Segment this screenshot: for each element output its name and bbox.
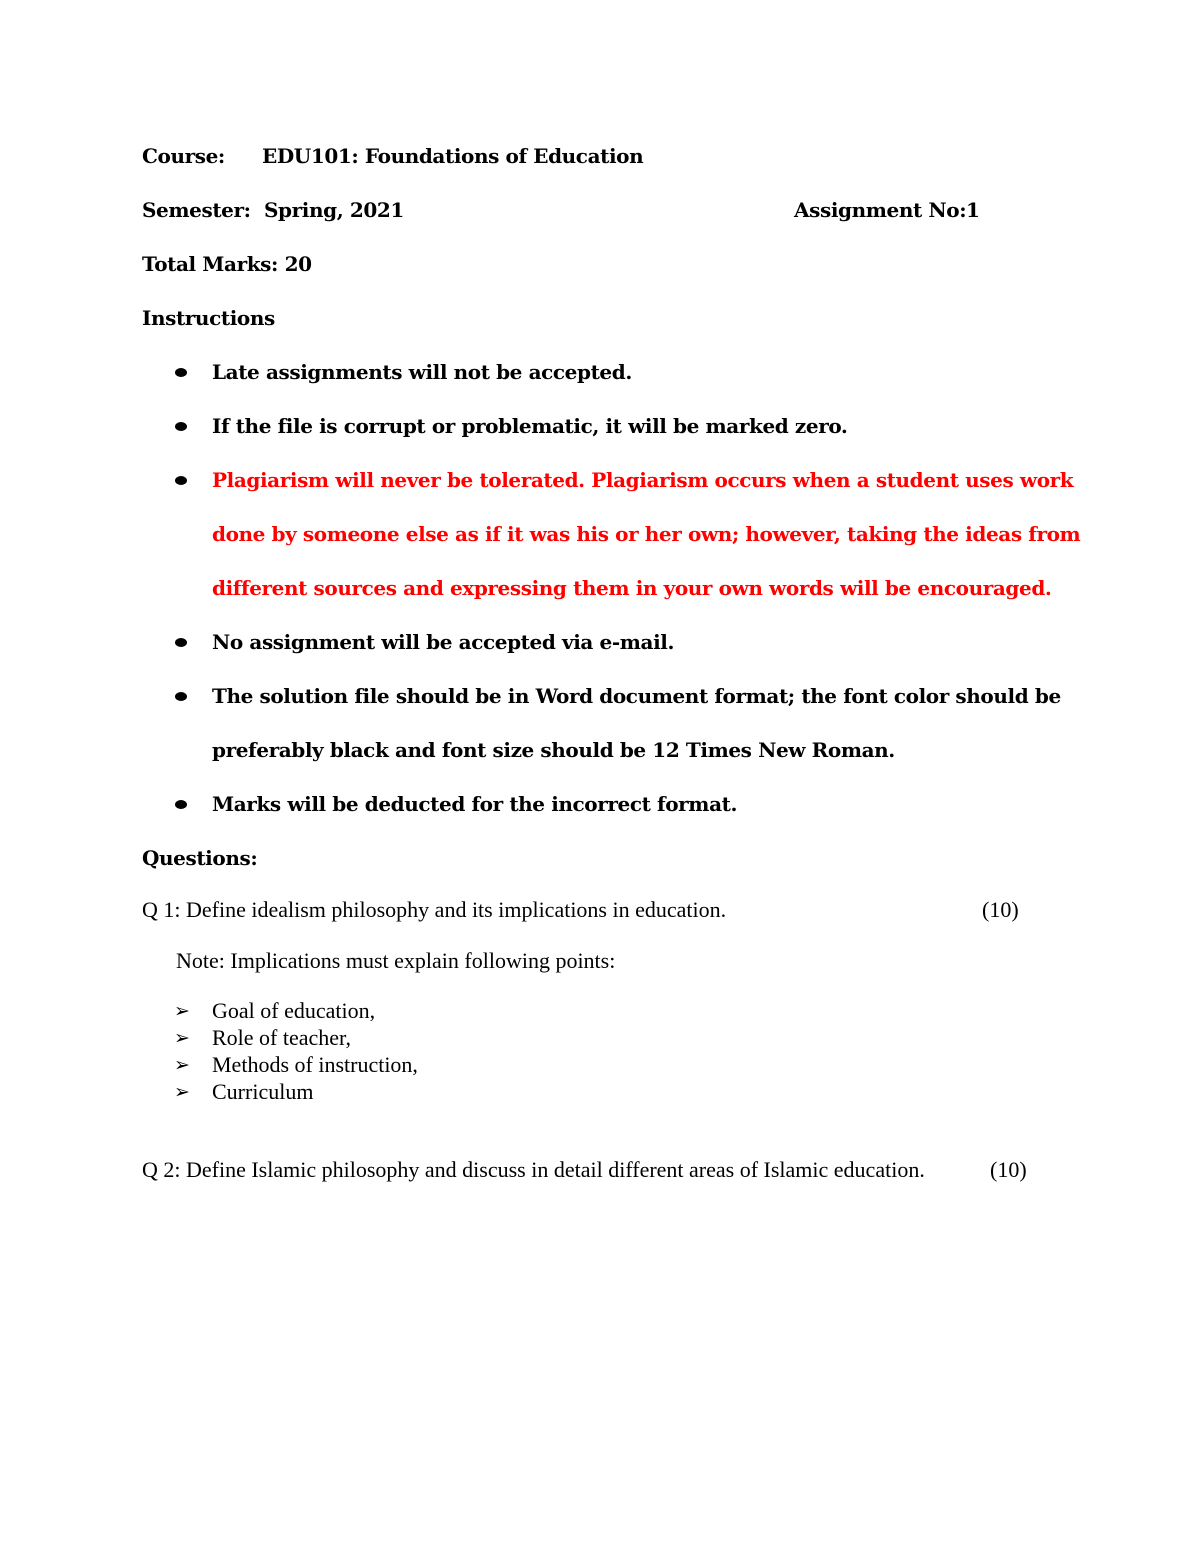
question-1-text: Q 1: Define idealism philosophy and its implications in education. <box>142 897 727 922</box>
arrowhead-icon: ➢ <box>174 1081 190 1103</box>
course-value: EDU101: Foundations of Education <box>262 144 644 168</box>
plagiarism-line-2: done by someone else as if it was his or her own; however, taking the ideas from <box>212 522 1081 546</box>
format-line-2: preferably black and font size should be 12 Times New Roman. <box>212 738 895 762</box>
bullet-icon <box>175 638 187 647</box>
arrowhead-icon: ➢ <box>174 1027 190 1049</box>
question-2-marks: (10) <box>990 1157 1027 1182</box>
plagiarism-line-3: different sources and expressing them in your own words will be encouraged. <box>212 576 1052 600</box>
semester-label: Semester: <box>142 198 251 222</box>
total-marks: Total Marks: 20 <box>142 252 312 276</box>
question-2-text: Q 2: Define Islamic philosophy and discuss in detail different areas of Islamic education. <box>142 1157 925 1182</box>
assignment-label: Assignment No: <box>794 198 967 222</box>
assignment-value: 1 <box>966 198 980 222</box>
format-line-1: The solution file should be in Word document format; the font color should be <box>212 684 1061 708</box>
instruction-item: If the file is corrupt or problematic, it will be marked zero. <box>212 414 848 438</box>
point-item: Role of teacher, <box>212 1025 351 1050</box>
point-item: Curriculum <box>212 1079 314 1104</box>
question-1-marks: (10) <box>982 897 1019 922</box>
arrowhead-icon: ➢ <box>174 1000 190 1022</box>
arrowhead-icon: ➢ <box>174 1054 190 1076</box>
instructions-heading: Instructions <box>142 306 275 330</box>
bullet-icon <box>175 368 187 377</box>
bullet-icon <box>175 476 187 485</box>
question-1-note: Note: Implications must explain following points: <box>176 948 616 973</box>
instruction-item: Late assignments will not be accepted. <box>212 360 632 384</box>
bullet-icon <box>175 422 187 431</box>
point-item: Goal of education, <box>212 998 376 1023</box>
point-item: Methods of instruction, <box>212 1052 418 1077</box>
bullet-icon <box>175 692 187 701</box>
plagiarism-line-1: Plagiarism will never be tolerated. Plagiarism occurs when a student uses work <box>212 468 1074 492</box>
questions-heading: Questions: <box>142 846 258 870</box>
course-label: Course: <box>142 144 225 168</box>
instruction-item: Marks will be deducted for the incorrect format. <box>212 792 738 816</box>
bullet-icon <box>175 800 187 809</box>
instruction-item: No assignment will be accepted via e-mail. <box>212 630 675 654</box>
semester-value: Spring, 2021 <box>264 198 404 222</box>
